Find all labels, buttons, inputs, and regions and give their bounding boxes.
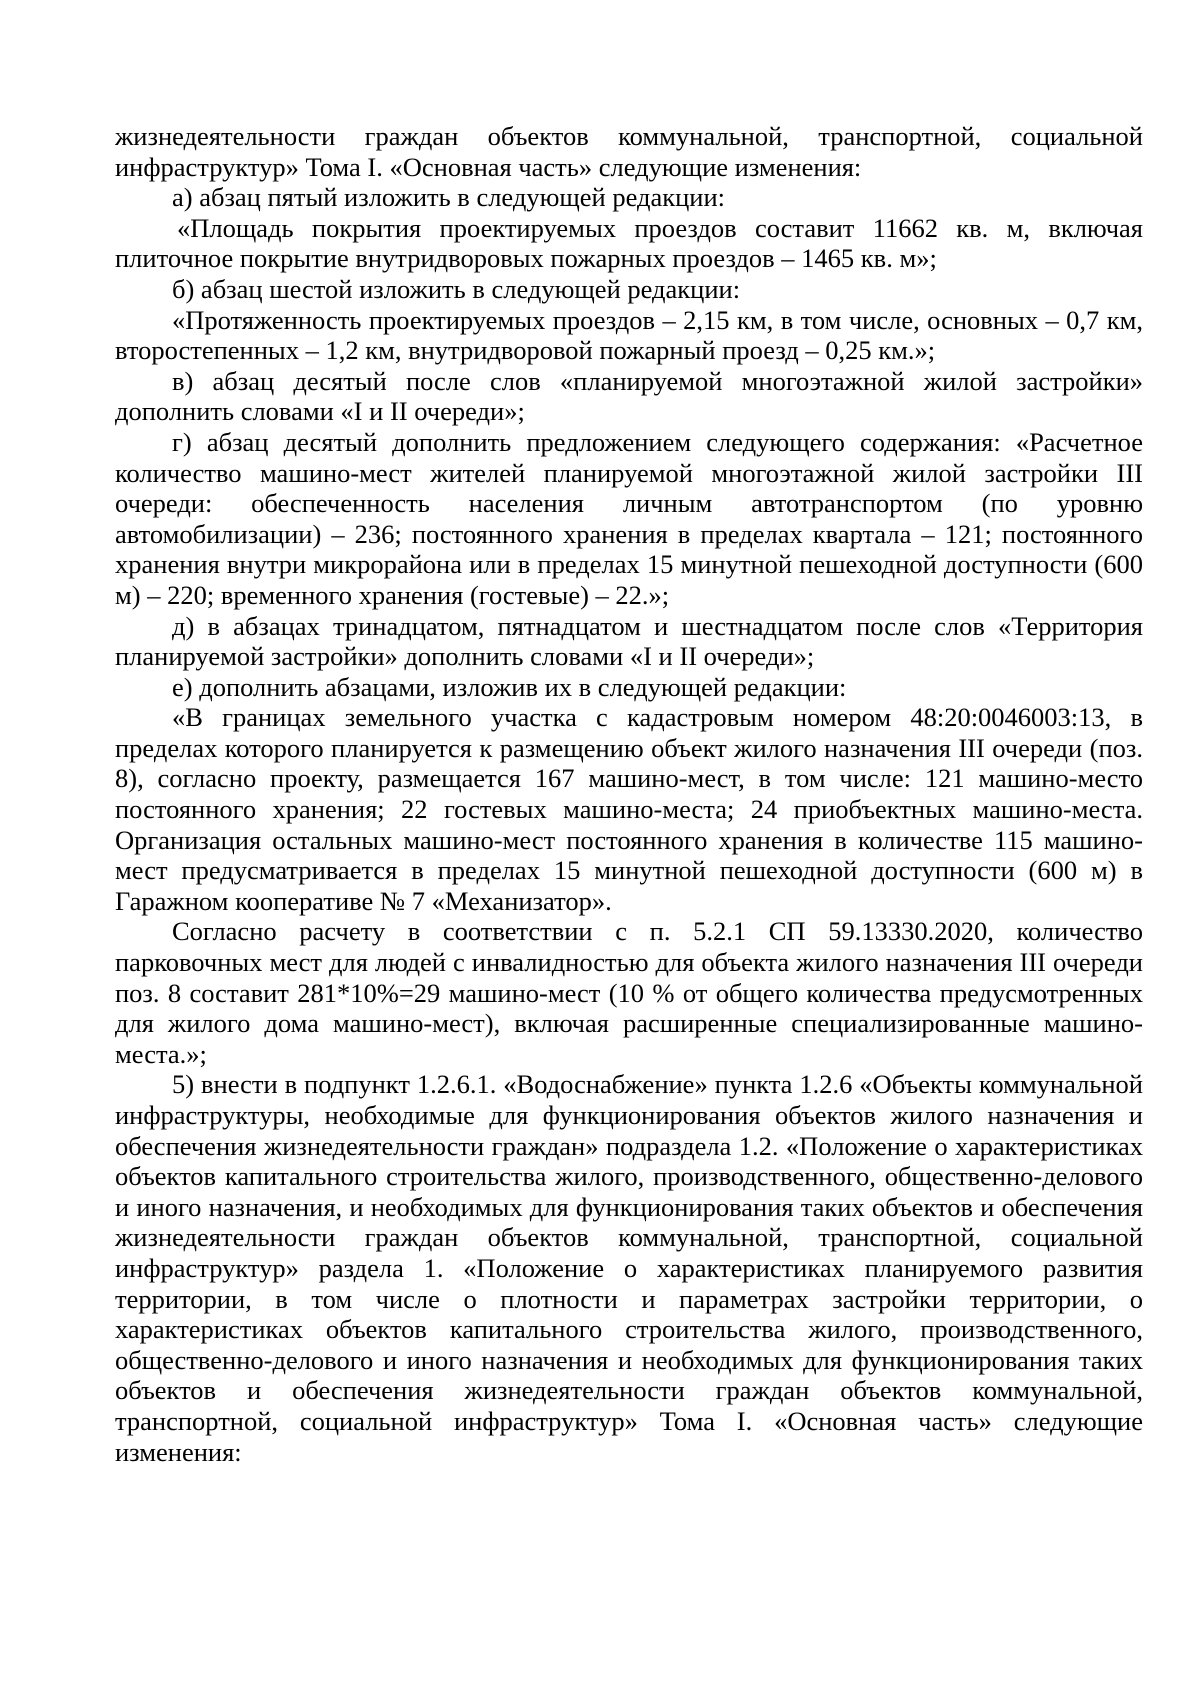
paragraph-quote-parking: «В границах земельного участка с кадастровым номером 48:20:0046003:13, в пределах которого планируется к размещению объект жилого назначения III очереди (поз. 8), согласно проекту, размещается 167 машино-мест, в том числе: 121 машино-место постоянного хранения; 22 гостевых машино-места; 24 приобъектных машино-места. Организация остальных машино-мест постоянного хранения в количестве 115 машино-мест предусматривается в пределах 15 минутной пешеходной доступности (600 м) в Гаражном кооперативе № 7 «Механизатор».	[115, 702, 1143, 916]
paragraph-item-a: а) абзац пятый изложить в следующей редакции:	[172, 182, 726, 213]
paragraph-quote-disability: Согласно расчету в соответствии с п. 5.2.1 СП 59.13330.2020, количество парковочных мест для людей с инвалидностью для объекта жилого назначения III очереди поз. 8 составит 281*10%=29 машино-мест (10 % от общего количества предусмотренных для жилого дома машино-мест), включая расширенные специализированные машино-места.»;	[115, 916, 1143, 1069]
paragraph-item-g: г) абзац десятый дополнить предложением следующего содержания: «Расчетное количество машино-мест жителей планируемой многоэтажной жилой застройки III очереди: обеспеченность населения личным автотранспортом (по уровню автомобилизации) – 236; постоянного хранения в пределах квартала – 121; постоянного хранения внутри микрорайона или в пределах 15 минутной пешеходной доступности (600 м) – 220; временного хранения (гостевые) – 22.»;	[115, 426, 1143, 610]
paragraph-quote-area: «Площадь покрытия проектируемых проездов составит 11662 кв. м, включая плиточное покрытие внутридворовых пожарных проездов – 1465 кв. м»;	[115, 212, 1143, 274]
paragraph-item-v: в) абзац десятый после слов «планируемой многоэтажной жилой застройки» дополнить словами «I и II очереди»;	[115, 365, 1143, 427]
paragraph-continuation: жизнедеятельности граждан объектов коммунальной, транспортной, социальной инфраструктур» Тома I. «Основная часть» следующие изменения:	[115, 121, 1143, 182]
paragraph-item-b: б) абзац шестой изложить в следующей редакции:	[172, 273, 741, 304]
paragraph-quote-length: «Протяженность проектируемых проездов – 2,15 км, в том числе, основных – 0,7 км, второстепенных – 1,2 км, внутридворовой пожарный проезд – 0,25 км.»;	[115, 304, 1143, 366]
paragraph-item-d: д) в абзацах тринадцатом, пятнадцатом и шестнадцатом после слов «Территория планируемой застройки» дополнить словами «I и II очереди»;	[115, 610, 1143, 672]
paragraph-item-5: 5) внести в подпункт 1.2.6.1. «Водоснабжение» пункта 1.2.6 «Объекты коммунальной инфраструктуры, необходимые для функционирования объектов жилого назначения и обеспечения жизнедеятельности граждан» подраздела 1.2. «Положение о характеристиках объектов капитального строительства жилого, производственного, общественно-делового и иного назначения, и необходимых для функционирования таких объектов и обеспечения жизнедеятельности граждан объектов коммунальной, транспортной, социальной инфраструктур» раздела 1. «Положение о характеристиках планируемого развития территории, в том числе о плотности и параметрах застройки территории, о характеристиках объектов капитального строительства жилого, производственного, общественно-делового и иного назначения и необходимых для функционирования таких объектов и обеспечения жизнедеятельности граждан объектов коммунальной, транспортной, социальной инфраструктур» Тома I. «Основная часть» следующие изменения:	[115, 1069, 1143, 1467]
paragraph-item-e: е) дополнить абзацами, изложив их в следующей редакции:	[172, 671, 847, 702]
document-body	[115, 121, 1143, 1467]
